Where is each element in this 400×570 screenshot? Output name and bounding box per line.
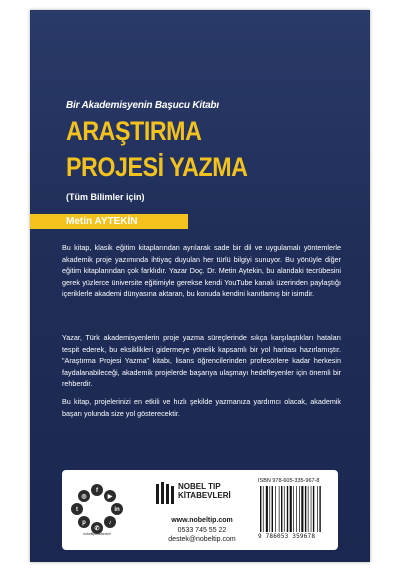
barcode: [258, 486, 334, 532]
publisher-website: www.nobeltip.com: [171, 517, 233, 524]
book-subtitle: Bir Akademisyenin Başucu Kitabı: [66, 100, 219, 111]
social-handle: nobeltipkitabevleri: [82, 532, 112, 536]
description-paragraph-3: Bu kitap, projelerinizi en etkili ve hızlı şekilde yazmanıza yardımcı olacak, akademik başarı yolunda size yol gösterecektir.: [62, 397, 341, 418]
book-scope: (Tüm Bilimler için): [66, 192, 145, 202]
description-paragraph-2: Yazar, Türk akademisyenlerin proje yazma süreçlerinde sıkça karşılaştıkları hataları tespit ederek, bu eksiklikleri gidermeye yönelik kapsamlı bir yol haritası hazırlamıştır. "Araştırma Projesi Yazma" kitabı, lisans öğrencilerinden profesörlere kadar herkesin faydalanabileceği, akademik projelerde başarıya ulaşmayı hedefleyenler için önemli bir rehberdir.: [62, 333, 341, 388]
author-name: Metin AYTEKİN: [66, 216, 138, 227]
svg-text:✆: ✆: [94, 526, 100, 532]
publisher-phone: 0533 745 55 22: [177, 527, 227, 534]
publisher-subname: KİTABEVLERİ: [178, 491, 231, 500]
publisher-name: NOBEL TIP: [178, 482, 221, 491]
svg-text:f: f: [96, 488, 98, 494]
svg-text:▶: ▶: [107, 494, 113, 500]
svg-text:◎: ◎: [81, 494, 87, 500]
publisher-footer: [62, 470, 338, 550]
description-paragraph-1: Bu kitap, klasik eğitim kitaplarından ayrılarak sade bir dil ve uygulamalı yöntemlerle akademik proje yazımında ihtiyaç duyulan her türlü bilgiyi sunuyor. Bu yönüyle diğer eğitim kitaplarından çok farklıdır. Yazar Doç. Dr. Metin Aytekin, bu alandaki tecrübesini gerek yüzlerce üniversite eğitimiyle gerekse kendi YouTube kanalı üzerinden paylaştığı içeriklerle akademi dünyasına aktaran, bu konuda kendini kanıtlamış bir isimdir.: [62, 243, 341, 298]
publisher-email: destek@nobeltip.com: [168, 536, 236, 543]
svg-text:in: in: [114, 507, 120, 513]
barcode-digits: 9 786053 359678: [258, 533, 316, 540]
book-title-line-2: PROJESİ YAZMA: [66, 152, 248, 182]
social-media-icons: [68, 480, 126, 540]
book-back-cover: [30, 10, 370, 562]
book-title-line-1: ARAŞTIRMA: [66, 116, 202, 146]
book-stack-icon: [156, 482, 174, 504]
svg-text:p: p: [82, 520, 86, 526]
svg-text:♪: ♪: [108, 520, 112, 526]
svg-text:t: t: [76, 507, 78, 513]
isbn-label: ISBN 978-605-335-967-8: [258, 478, 320, 484]
